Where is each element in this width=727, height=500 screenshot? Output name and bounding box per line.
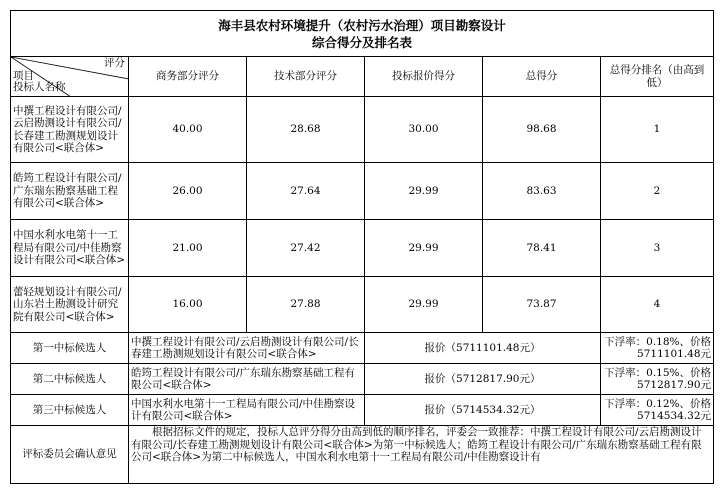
diag-label-item: 项目 [13, 70, 34, 82]
business-score: 40.00 [129, 97, 247, 163]
table-title [11, 11, 714, 57]
score-table [10, 10, 714, 484]
rank: 2 [601, 163, 714, 220]
rank: 3 [601, 220, 714, 277]
price-score: 29.99 [365, 163, 483, 220]
technical-score: 27.88 [247, 277, 365, 333]
candidate-float-rate [601, 395, 714, 426]
float-price-line: 5711101.48元 [637, 348, 712, 360]
business-score: 16.00 [129, 277, 247, 333]
total-score: 73.87 [483, 277, 601, 333]
candidate-row [11, 333, 714, 364]
committee-label: 评标委员会确认意见 [11, 426, 129, 484]
rank: 1 [601, 97, 714, 163]
technical-score: 28.68 [247, 97, 365, 163]
col-header-price: 投标报价得分 [365, 57, 483, 97]
candidate-quote: 报价（5712817.90元） [365, 364, 601, 395]
business-score: 21.00 [129, 220, 247, 277]
rank: 4 [601, 277, 714, 333]
table-row [11, 163, 714, 220]
header-row [11, 57, 714, 97]
title-row [11, 11, 714, 57]
bidder-name: 中撰工程设计有限公司/云启勘测设计有限公司/长春建工勘测规划设计有限公司<联合体> [11, 97, 129, 163]
title-line-2: 综合得分及排名表 [312, 34, 413, 50]
col-header-business: 商务部分评分 [129, 57, 247, 97]
float-price-line: 5712817.90元 [637, 379, 712, 391]
float-price-line: 5714534.32元 [637, 410, 712, 422]
diagonal-header-cell [11, 57, 129, 97]
candidate-float-rate [601, 364, 714, 395]
table-row [11, 277, 714, 333]
table-row [11, 97, 714, 163]
candidate-label: 第三中标候选人 [11, 395, 129, 426]
candidate-label: 第一中标候选人 [11, 333, 129, 364]
candidate-name: 中撰工程设计有限公司/云启勘测设计有限公司/长春建工勘测规划设计有限公司<联合体> [129, 333, 365, 364]
col-header-rank: 总得分排名（由高到低） [601, 57, 714, 97]
total-score: 98.68 [483, 97, 601, 163]
diag-label-score: 评分 [104, 57, 125, 69]
candidate-name: 皓筠工程设计有限公司/广东瑞东勘察基础工程有限公司<联合体> [129, 364, 365, 395]
committee-row [11, 426, 714, 484]
technical-score: 27.64 [247, 163, 365, 220]
candidate-row [11, 395, 714, 426]
price-score: 29.99 [365, 277, 483, 333]
candidate-quote: 报价（5711101.48元） [365, 333, 601, 364]
bidder-name: 蕾轻规划设计有限公司/山东岩土勘测设计研究院有限公司<联合体> [11, 277, 129, 333]
candidate-quote: 报价（5714534.32元） [365, 395, 601, 426]
total-score: 83.63 [483, 163, 601, 220]
technical-score: 27.42 [247, 220, 365, 277]
col-header-total: 总得分 [483, 57, 601, 97]
total-score: 78.41 [483, 220, 601, 277]
diag-label-bidder: 投标人名称 [13, 81, 66, 93]
bidder-name: 中国水利水电第十一工程局有限公司/中佳勘察设计有限公司<联合体> [11, 220, 129, 277]
table-row [11, 220, 714, 277]
candidate-row [11, 364, 714, 395]
col-header-technical: 技术部分评分 [247, 57, 365, 97]
bidder-name: 皓筠工程设计有限公司/广东瑞东勘察基础工程有限公司<联合体> [11, 163, 129, 220]
candidate-float-rate [601, 333, 714, 364]
candidate-name: 中国水利水电第十一工程局有限公司/中佳勘察设计有限公司<联合体> [129, 395, 365, 426]
title-line-1: 海丰县农村环境提升（农村污水治理）项目勘察设计 [218, 17, 506, 33]
float-rate-line: 下浮率：0.18%、价格 [604, 335, 712, 348]
committee-opinion: 根据招标文件的规定，投标人总评分得分由高到低的顺序排名，评委会一致推荐：中撰工程设计有限公司/云启勘测设计有限公司/长春建工勘测规划设计有限公司<联合体>为第一中标候选人；皓筠工程设计有限公司/广东瑞东勘察基础工程有限公司<联合体>为第二中标候选人，中国水利水电第十一工程局有限公司/中佳勘察设计有 [129, 426, 714, 484]
business-score: 26.00 [129, 163, 247, 220]
float-rate-line: 下浮率：0.15%、价格 [604, 366, 712, 379]
candidate-label: 第二中标候选人 [11, 364, 129, 395]
price-score: 30.00 [365, 97, 483, 163]
float-rate-line: 下浮率：0.12%、价格 [604, 397, 712, 410]
price-score: 29.99 [365, 220, 483, 277]
score-sheet [10, 10, 713, 496]
